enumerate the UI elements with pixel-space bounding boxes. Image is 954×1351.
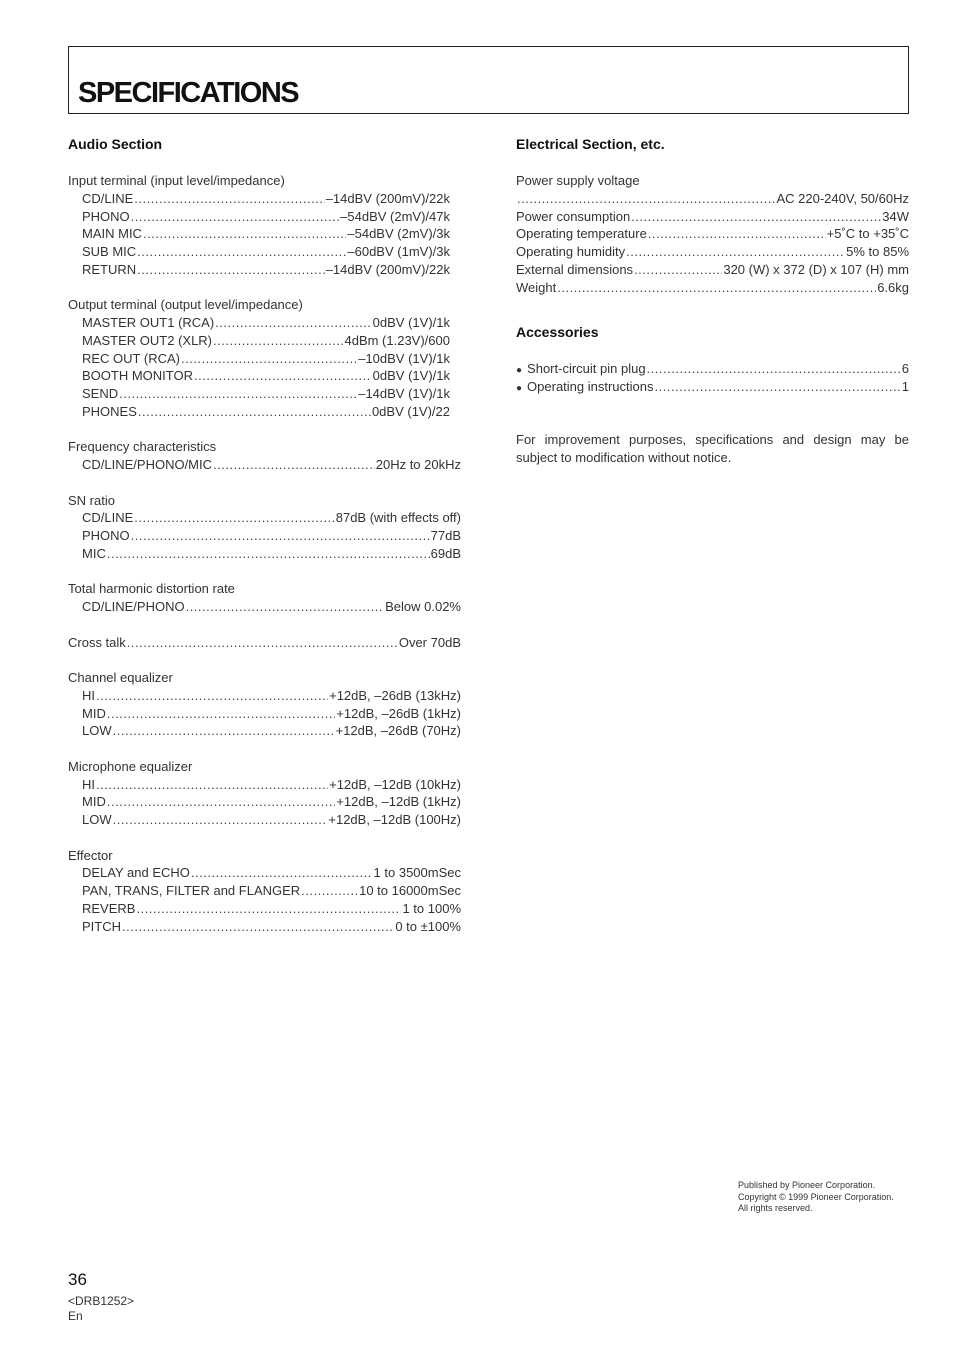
spec-label: CD/LINE/PHONO/MIC bbox=[82, 457, 213, 472]
leader-dots bbox=[634, 261, 722, 279]
spec-row bbox=[68, 722, 461, 740]
spec-label: Operating temperature bbox=[516, 226, 647, 242]
page-number: 36 bbox=[68, 1270, 87, 1289]
spec-label: PITCH bbox=[82, 918, 121, 934]
accessory-label: ● Operating instructions bbox=[516, 378, 654, 396]
leader-dots bbox=[122, 918, 394, 936]
spec-label: CD/LINE bbox=[82, 510, 134, 526]
spec-value: 0dBV (1V)/1k bbox=[372, 315, 450, 330]
spec-value: –54dBV (2mV)/3k bbox=[347, 226, 450, 242]
spec-label: External dimensions bbox=[516, 261, 634, 277]
mic-eq-label: Microphone equalizer bbox=[68, 758, 193, 774]
model-code: <DRB1252> bbox=[68, 1294, 135, 1308]
leader-dots bbox=[107, 545, 430, 563]
leader-dots bbox=[136, 900, 401, 918]
spec-row bbox=[68, 243, 450, 261]
spec-value: 0dBV (1V)/22 bbox=[371, 403, 450, 419]
spec-value: –14dBV (200mV)/22k bbox=[325, 190, 450, 206]
leader-dots bbox=[134, 190, 324, 208]
spec-row bbox=[516, 225, 909, 243]
spec-row bbox=[68, 864, 461, 882]
spec-label: MASTER OUT1 (RCA) bbox=[82, 315, 215, 330]
leader-dots bbox=[626, 243, 845, 261]
spec-row bbox=[68, 900, 461, 918]
power-supply-label: Power supply voltage bbox=[516, 173, 640, 188]
leader-dots bbox=[119, 385, 357, 403]
spec-label: PAN, TRANS, FILTER and FLANGER bbox=[82, 883, 301, 898]
spec-value: +12dB, –26dB (13kHz) bbox=[329, 687, 461, 703]
spec-label: MID bbox=[82, 705, 106, 721]
spec-value: –14dBV (200mV)/22k bbox=[325, 261, 450, 277]
spec-value: –54dBV (2mV)/47k bbox=[340, 208, 450, 224]
spec-value: 320 (W) x 372 (D) x 107 (H) mm bbox=[723, 261, 909, 277]
leader-dots bbox=[631, 208, 881, 226]
spec-row bbox=[68, 367, 450, 385]
spec-row bbox=[68, 403, 450, 421]
spec-value: 1 to 100% bbox=[402, 900, 461, 916]
copyright-line: Copyright © 1999 Pioneer Corporation. bbox=[738, 1191, 894, 1202]
spec-value: 87dB (with effects off) bbox=[335, 510, 461, 526]
electrical-section bbox=[516, 134, 909, 467]
spec-row bbox=[68, 687, 461, 705]
spec-value: 5% to 85% bbox=[846, 244, 909, 259]
publisher-info bbox=[738, 1180, 894, 1215]
electrical-heading: Electrical Section, etc. bbox=[516, 136, 665, 152]
spec-label: MAIN MIC bbox=[82, 226, 142, 242]
spec-label: PHONO bbox=[82, 528, 130, 543]
spec-label: DELAY and ECHO bbox=[82, 865, 190, 881]
spec-value: 20Hz to 20kHz bbox=[375, 457, 461, 472]
leader-dots bbox=[96, 776, 328, 794]
spec-label: BOOTH MONITOR bbox=[82, 368, 193, 384]
spec-value: 4dBm (1.23V)/600 bbox=[344, 332, 450, 348]
spec-value: AC 220-240V, 50/60Hz bbox=[776, 190, 909, 206]
publisher-line: Published by Pioneer Corporation. bbox=[738, 1180, 876, 1190]
improvement-notice: For improvement purposes, specifications and design may be subject to modification without notice. bbox=[516, 432, 909, 465]
spec-value: +12dB, –26dB (70Hz) bbox=[335, 723, 461, 739]
leader-dots bbox=[191, 864, 373, 882]
spec-row bbox=[68, 509, 461, 527]
language-code: En bbox=[68, 1309, 83, 1323]
spec-value: 6.6kg bbox=[877, 279, 909, 295]
leader-dots bbox=[655, 378, 901, 396]
leader-dots bbox=[648, 225, 826, 243]
leader-dots bbox=[517, 190, 775, 208]
spec-value: 69dB bbox=[430, 545, 461, 561]
spec-label: Cross talk bbox=[68, 634, 126, 650]
spec-label: Weight bbox=[516, 279, 557, 295]
spec-label: REVERB bbox=[82, 900, 136, 916]
leader-dots bbox=[213, 456, 375, 474]
spec-row bbox=[68, 527, 461, 545]
leader-dots bbox=[137, 243, 346, 261]
spec-value: 1 to 3500mSec bbox=[373, 865, 461, 881]
spec-label: RETURN bbox=[82, 261, 137, 277]
spec-row bbox=[68, 225, 450, 243]
leader-dots bbox=[107, 793, 336, 811]
spec-row bbox=[68, 332, 450, 350]
spec-row bbox=[68, 261, 450, 279]
output-terminal-label: Output terminal (output level/impedance) bbox=[68, 297, 303, 313]
leader-dots bbox=[194, 367, 372, 385]
spec-label: PHONES bbox=[82, 403, 137, 419]
channel-eq-label: Channel equalizer bbox=[68, 670, 173, 685]
spec-value: 10 to 16000mSec bbox=[359, 883, 461, 898]
leader-dots bbox=[301, 882, 358, 900]
leader-dots bbox=[131, 527, 430, 545]
spec-value: Over 70dB bbox=[398, 634, 461, 650]
leader-dots bbox=[113, 722, 335, 740]
spec-value: 0dBV (1V)/1k bbox=[372, 368, 450, 384]
leader-dots bbox=[113, 811, 328, 829]
accessory-row bbox=[516, 378, 909, 396]
leader-dots bbox=[647, 360, 901, 378]
spec-row bbox=[68, 314, 450, 332]
spec-value: +12dB, –12dB (100Hz) bbox=[328, 812, 461, 827]
spec-value: –14dBV (1V)/1k bbox=[358, 386, 450, 401]
spec-value: +12dB, –12dB (1kHz) bbox=[336, 794, 461, 810]
leader-dots bbox=[213, 332, 343, 350]
spec-label: PHONO bbox=[82, 208, 130, 224]
accessory-label: ● Short-circuit pin plug bbox=[516, 360, 646, 378]
leader-dots bbox=[107, 705, 336, 723]
accessory-qty: 1 bbox=[901, 378, 909, 394]
spec-value: –60dBV (1mV)/3k bbox=[347, 244, 450, 259]
spec-row bbox=[516, 261, 909, 279]
spec-row bbox=[516, 279, 909, 297]
accessories-heading: Accessories bbox=[516, 324, 599, 340]
leader-dots bbox=[134, 509, 334, 527]
audio-heading: Audio Section bbox=[68, 136, 163, 152]
spec-row bbox=[68, 456, 461, 474]
document-code bbox=[68, 1294, 134, 1324]
spec-label: SEND bbox=[82, 386, 119, 401]
accessory-row bbox=[516, 360, 909, 378]
spec-label: HI bbox=[82, 687, 95, 703]
spec-label: HI bbox=[82, 776, 95, 792]
spec-value: 77dB bbox=[430, 528, 461, 543]
spec-label: Operating humidity bbox=[516, 244, 626, 259]
spec-label: REC OUT (RCA) bbox=[82, 350, 180, 366]
leader-dots bbox=[137, 261, 325, 279]
title-box bbox=[68, 46, 909, 114]
accessory-qty: 6 bbox=[901, 361, 909, 376]
input-terminal-label: Input terminal (input level/impedance) bbox=[68, 173, 285, 188]
sn-ratio-label: SN ratio bbox=[68, 492, 115, 508]
spec-row bbox=[68, 545, 461, 563]
leader-dots bbox=[186, 598, 385, 616]
spec-row bbox=[68, 705, 461, 723]
spec-row bbox=[68, 350, 450, 368]
spec-label: LOW bbox=[82, 723, 112, 739]
spec-label: MID bbox=[82, 794, 106, 810]
spec-value: +12dB, –12dB (10kHz) bbox=[329, 776, 461, 792]
spec-value: 34W bbox=[882, 208, 909, 224]
effector-label: Effector bbox=[68, 847, 113, 863]
leader-dots bbox=[215, 314, 372, 332]
spec-value: +12dB, –26dB (1kHz) bbox=[336, 705, 461, 721]
frequency-label: Frequency characteristics bbox=[68, 439, 217, 455]
spec-row bbox=[516, 208, 909, 226]
spec-row bbox=[68, 190, 450, 208]
spec-value: +5˚C to +35˚C bbox=[826, 226, 909, 242]
leader-dots bbox=[181, 350, 357, 368]
leader-dots bbox=[131, 208, 339, 226]
page-title: SPECIFICATIONS bbox=[78, 77, 299, 109]
leader-dots bbox=[557, 279, 876, 297]
spec-row bbox=[68, 918, 461, 936]
thd-label: Total harmonic distortion rate bbox=[68, 581, 235, 597]
spec-row bbox=[68, 634, 461, 652]
spec-label: Power consumption bbox=[516, 208, 631, 224]
spec-label: MIC bbox=[82, 545, 106, 561]
spec-row bbox=[68, 385, 450, 403]
spec-label: SUB MIC bbox=[82, 244, 137, 259]
spec-row bbox=[68, 776, 461, 794]
spec-value: Below 0.02% bbox=[385, 599, 461, 614]
spec-row bbox=[68, 208, 450, 226]
spec-label: CD/LINE/PHONO bbox=[82, 599, 185, 614]
leader-dots bbox=[127, 634, 398, 652]
spec-row bbox=[68, 793, 461, 811]
spec-label: CD/LINE bbox=[82, 190, 134, 206]
leader-dots bbox=[138, 403, 371, 421]
spec-label: LOW bbox=[82, 812, 112, 827]
spec-row bbox=[68, 882, 461, 900]
leader-dots bbox=[143, 225, 346, 243]
spec-row bbox=[68, 598, 461, 616]
spec-row bbox=[516, 190, 909, 208]
audio-section bbox=[68, 134, 461, 935]
spec-row bbox=[516, 243, 909, 261]
spec-value: –10dBV (1V)/1k bbox=[358, 350, 450, 366]
spec-value: 0 to ±100% bbox=[395, 918, 461, 934]
spec-label: MASTER OUT2 (XLR) bbox=[82, 332, 213, 348]
spec-row bbox=[68, 811, 461, 829]
leader-dots bbox=[96, 687, 328, 705]
rights-line: All rights reserved. bbox=[738, 1203, 813, 1213]
